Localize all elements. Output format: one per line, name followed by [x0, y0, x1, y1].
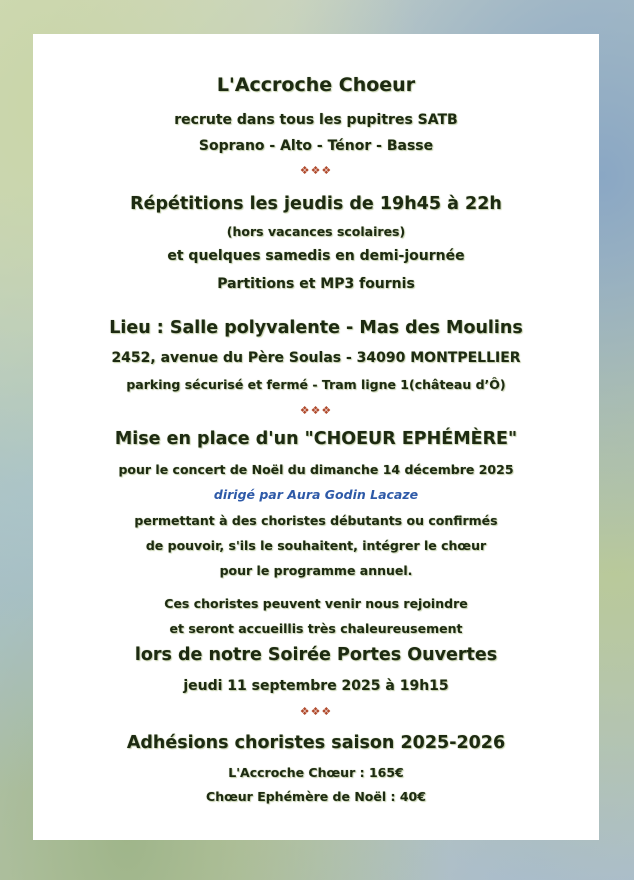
openhouse-date: jeudi 11 septembre 2025 à 19h15 [183, 678, 449, 694]
ephemeral-concert: pour le concert de Noël du dimanche 14 décembre 2025 [118, 462, 514, 477]
ephemeral-text-3: pour le programme annuel. [219, 563, 413, 578]
separator-ornament: ❖❖❖ [299, 404, 333, 417]
choir-title: L'Accroche Choeur [216, 74, 416, 96]
voices-text: Soprano - Alto - Ténor - Basse [198, 138, 434, 154]
rehearsal-headline: Répétitions les jeudis de 19h45 à 22h [130, 194, 502, 214]
venue-headline: Lieu : Salle polyvalente - Mas des Moulins [109, 318, 523, 338]
membership-fee-1: L'Accroche Chœur : 165€ [228, 765, 404, 780]
openhouse-text-1: Ces choristes peuvent venir nous rejoindre [164, 596, 468, 611]
rehearsal-note: (hors vacances scolaires) [226, 224, 406, 239]
rehearsal-extra: et quelques samedis en demi-journée [167, 248, 465, 264]
venue-address: 2452, avenue du Père Soulas - 34090 MONTPELLIER [111, 350, 521, 366]
ephemeral-headline: Mise en place d'un "CHOEUR EPHÉMÈRE" [114, 429, 518, 449]
separator-ornament: ❖❖❖ [299, 705, 333, 718]
venue-access: parking sécurisé et fermé - Tram ligne 1(château d’Ô) [126, 377, 506, 392]
rehearsal-provided: Partitions et MP3 fournis [217, 276, 415, 292]
ephemeral-text-2: de pouvoir, s'ils le souhaitent, intégrer le chœur [145, 538, 487, 553]
ephemeral-director: dirigé par Aura Godin Lacaze [213, 487, 419, 502]
recruit-text: recrute dans tous les pupitres SATB [174, 112, 458, 128]
separator-ornament: ❖❖❖ [299, 164, 333, 177]
ephemeral-text-1: permettant à des choristes débutants ou confirmés [134, 513, 498, 528]
openhouse-text-2: et seront accueillis très chaleureusement [169, 621, 463, 636]
membership-headline: Adhésions choristes saison 2025-2026 [126, 733, 506, 753]
flyer-card [33, 34, 599, 840]
openhouse-headline: lors de notre Soirée Portes Ouvertes [134, 645, 498, 665]
membership-fee-2: Chœur Ephémère de Noël : 40€ [206, 789, 426, 804]
